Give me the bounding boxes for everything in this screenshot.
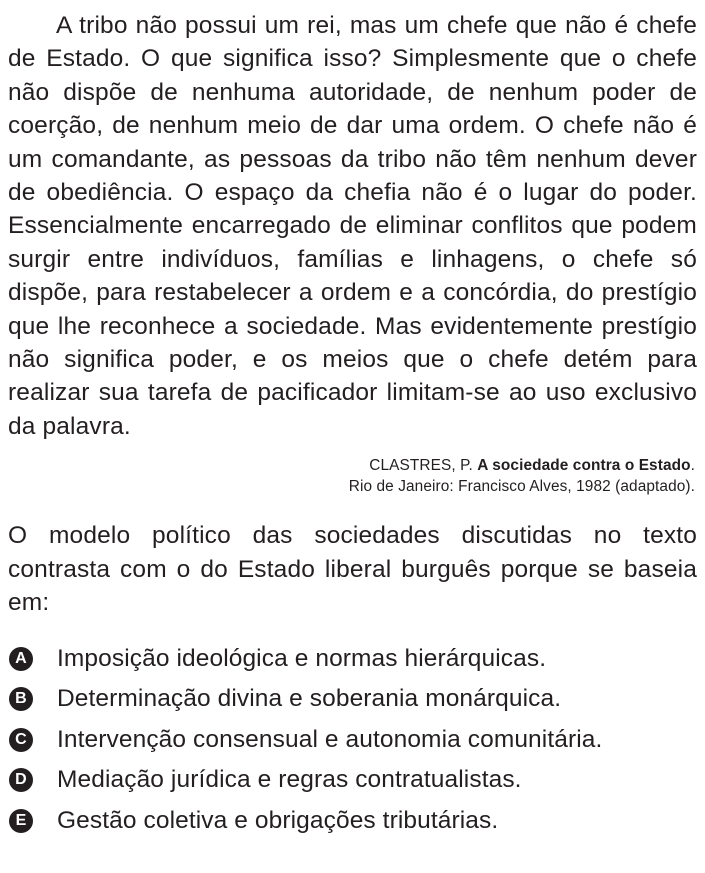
option-c[interactable] (8, 720, 697, 761)
option-a-letter-badge: A (9, 647, 33, 671)
option-b-letter-badge: B (9, 687, 33, 711)
citation-book-suffix: . (690, 457, 695, 475)
option-a[interactable] (8, 639, 697, 680)
answer-options (8, 639, 697, 842)
option-b[interactable] (8, 679, 697, 720)
question-stem: O modelo político das sociedades discutidas no texto contrasta com o do Estado liberal burguês porque se baseia em: (8, 522, 697, 617)
option-d-text: Mediação jurídica e regras contratualistas. (57, 766, 522, 794)
citation-publication: Rio de Janeiro: Francisco Alves, 1982 (adaptado). (348, 478, 695, 496)
passage-text: A tribo não possui um rei, mas um chefe que não é chefe de Estado. O que significa isso? Simplesmente que o chefe não dispõe de nenhuma autoridade, de nenhum poder de coerção, de nenhum meio de dar uma ordem. O chefe não é um comandante, as pessoas da tribo não têm nenhum dever de obediência. O espaço da chefia não é o lugar do poder. Essencialmente encarregado de eliminar conflitos que podem surgir entre indivíduos, famílias e linhagens, o chefe só dispõe, para restabelecer a ordem e a concórdia, do prestígio que lhe reconhece a sociedade. Mas evidentemente prestígio não significa poder, e os meios que o chefe detém para realizar sua tarefa de pacificador limitam-se ao uso exclusivo da palavra. (8, 12, 697, 440)
citation (8, 455, 695, 497)
citation-book-title: A sociedade contra o Estado (477, 457, 691, 475)
option-d-letter-badge: D (9, 768, 33, 792)
option-e[interactable] (8, 801, 697, 842)
option-c-letter-badge: C (9, 728, 33, 752)
option-d[interactable] (8, 760, 697, 801)
option-b-text: Determinação divina e soberania monárquica. (57, 685, 562, 713)
option-e-text: Gestão coletiva e obrigações tributárias. (57, 806, 499, 834)
citation-author: CLASTRES, P. (369, 457, 473, 475)
option-a-text: Imposição ideológica e normas hierárquicas. (57, 644, 547, 672)
option-e-letter-badge: E (9, 809, 33, 833)
citation-line-1 (8, 455, 695, 476)
option-c-text: Intervenção consensual e autonomia comunitária. (57, 725, 603, 753)
